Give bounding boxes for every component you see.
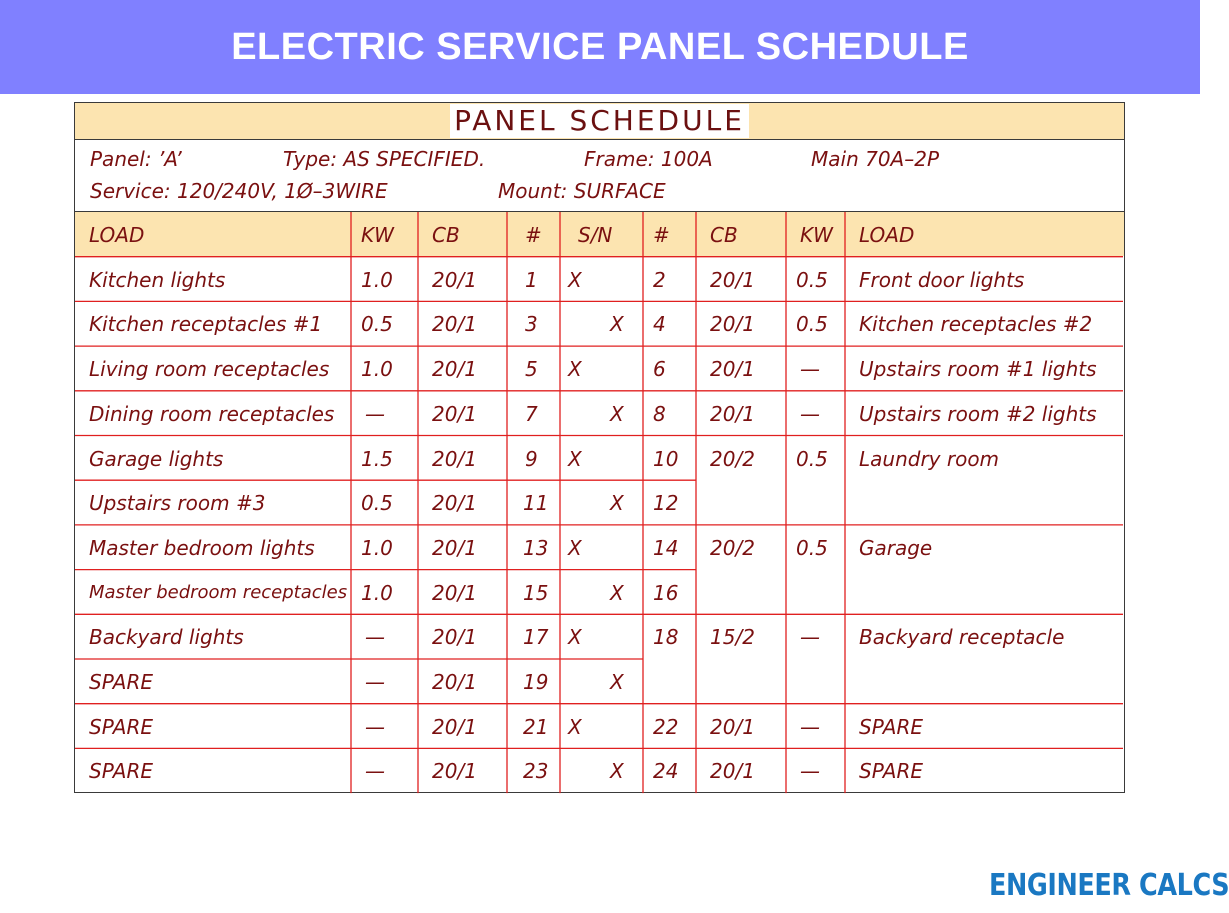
right-load-cell: SPARE [859, 714, 923, 739]
sn-marker: X [568, 357, 582, 382]
panel-schedule-sheet [74, 102, 1125, 793]
right-cb-cell: 20/1 [710, 759, 755, 784]
right-cb-cell: 20/1 [710, 714, 755, 739]
left-load-cell: Backyard lights [89, 625, 244, 650]
left-load-cell: Upstairs room #3 [89, 491, 266, 516]
right-load-cell: Laundry room [859, 446, 1000, 471]
left-load-cell: Master bedroom lights [89, 535, 315, 560]
left-kw-cell: — [365, 401, 385, 426]
schedule-title: PANEL SCHEDULE [450, 104, 749, 138]
right-circuit-number: 6 [653, 357, 666, 382]
sn-marker: X [568, 714, 582, 739]
left-cb-cell: 20/1 [432, 491, 477, 516]
left-circuit-number: 15 [523, 580, 549, 605]
right-circuit-number: 22 [653, 714, 679, 739]
left-circuit-number: 23 [523, 759, 549, 784]
right-circuit-number: 24 [653, 759, 679, 784]
right-kw-cell: 0.5 [796, 535, 828, 560]
panel-main: Main 70A–2P [811, 147, 940, 171]
sn-marker: X [568, 446, 582, 471]
column-header-6: CB [710, 223, 738, 247]
right-load-cell: Upstairs room #2 lights [859, 401, 1097, 426]
right-load-cell: Upstairs room #1 lights [859, 357, 1097, 382]
sn-marker: X [610, 670, 624, 694]
panel-id: Panel: ’A’ [90, 147, 182, 171]
left-cb-cell: 20/1 [432, 535, 477, 560]
left-cb-cell: 20/1 [432, 357, 477, 382]
column-header-8: LOAD [859, 223, 915, 247]
column-header-0: LOAD [89, 223, 145, 247]
left-circuit-number: 5 [525, 357, 538, 382]
right-kw-cell: — [800, 625, 820, 650]
left-load-cell: SPARE [89, 759, 153, 784]
schedule-grid-lines [75, 103, 1123, 791]
left-circuit-number: 17 [523, 625, 549, 650]
right-kw-cell: 0.5 [796, 267, 828, 292]
sn-marker: X [610, 759, 624, 784]
sn-marker: X [610, 312, 624, 337]
column-header-5: # [653, 223, 670, 247]
left-circuit-number: 21 [523, 714, 549, 739]
left-kw-cell: 0.5 [361, 491, 393, 516]
right-kw-cell: — [800, 714, 820, 739]
right-load-cell: SPARE [859, 759, 923, 784]
left-circuit-number: 7 [525, 401, 538, 426]
right-circuit-number: 10 [653, 446, 679, 471]
left-load-cell: SPARE [89, 670, 153, 694]
right-cb-cell: 20/2 [710, 535, 755, 560]
left-kw-cell: — [365, 714, 385, 739]
sn-marker: X [568, 625, 582, 650]
column-header-7: KW [800, 223, 833, 247]
panel-mount: Mount: SURFACE [498, 179, 666, 203]
sn-marker: X [610, 580, 624, 605]
right-circuit-number: 8 [653, 401, 666, 426]
left-circuit-number: 13 [523, 535, 549, 560]
left-load-cell: SPARE [89, 714, 153, 739]
left-circuit-number: 9 [525, 446, 538, 471]
panel-frame: Frame: 100A [584, 147, 713, 171]
left-load-cell: Garage lights [89, 446, 224, 471]
right-cb-cell: 20/1 [710, 267, 755, 292]
page-banner: ELECTRIC SERVICE PANEL SCHEDULE [0, 0, 1200, 94]
column-header-1: KW [361, 223, 394, 247]
left-kw-cell: 1.5 [361, 446, 393, 471]
right-circuit-number: 18 [653, 625, 679, 650]
left-load-cell: Kitchen lights [89, 267, 226, 292]
left-load-cell: Master bedroom receptacles [89, 581, 348, 603]
right-circuit-number: 12 [653, 491, 679, 516]
right-cb-cell: 20/1 [710, 401, 755, 426]
right-cb-cell: 15/2 [710, 625, 755, 650]
left-circuit-number: 1 [525, 267, 538, 292]
left-kw-cell: 1.0 [361, 580, 393, 605]
sn-marker: X [610, 401, 624, 426]
left-kw-cell: — [365, 759, 385, 784]
left-cb-cell: 20/1 [432, 312, 477, 337]
left-cb-cell: 20/1 [432, 670, 477, 694]
right-load-cell: Garage [859, 535, 933, 560]
left-kw-cell: — [365, 670, 385, 694]
right-load-cell: Front door lights [859, 267, 1025, 292]
column-header-3: # [525, 223, 542, 247]
engineer-calcs-logo: ENGINEER CALCS [989, 868, 1229, 903]
right-circuit-number: 16 [653, 580, 679, 605]
right-kw-cell: — [800, 357, 820, 382]
left-kw-cell: 1.0 [361, 267, 393, 292]
left-load-cell: Living room receptacles [89, 357, 330, 382]
column-header-2: CB [432, 223, 460, 247]
left-cb-cell: 20/1 [432, 625, 477, 650]
sn-marker: X [610, 491, 624, 516]
column-header-4: S/N [578, 223, 613, 247]
left-cb-cell: 20/1 [432, 580, 477, 605]
right-circuit-number: 14 [653, 535, 679, 560]
right-cb-cell: 20/2 [710, 446, 755, 471]
left-cb-cell: 20/1 [432, 446, 477, 471]
left-load-cell: Kitchen receptacles #1 [89, 312, 323, 337]
sn-marker: X [568, 267, 582, 292]
right-kw-cell: — [800, 759, 820, 784]
right-load-cell: Kitchen receptacles #2 [859, 312, 1093, 337]
left-load-cell: Dining room receptacles [89, 401, 335, 426]
left-cb-cell: 20/1 [432, 714, 477, 739]
panel-type: Type: AS SPECIFIED. [283, 147, 486, 171]
left-cb-cell: 20/1 [432, 401, 477, 426]
right-kw-cell: — [800, 401, 820, 426]
left-cb-cell: 20/1 [432, 267, 477, 292]
right-cb-cell: 20/1 [710, 312, 755, 337]
right-kw-cell: 0.5 [796, 446, 828, 471]
right-cb-cell: 20/1 [710, 357, 755, 382]
left-kw-cell: 1.0 [361, 535, 393, 560]
right-circuit-number: 4 [653, 312, 666, 337]
left-cb-cell: 20/1 [432, 759, 477, 784]
right-load-cell: Backyard receptacle [859, 625, 1065, 650]
left-circuit-number: 3 [525, 312, 538, 337]
right-circuit-number: 2 [653, 267, 666, 292]
left-kw-cell: 0.5 [361, 312, 393, 337]
panel-service: Service: 120/240V, 1Ø–3WIRE [90, 179, 388, 203]
right-kw-cell: 0.5 [796, 312, 828, 337]
left-circuit-number: 11 [523, 491, 549, 516]
left-circuit-number: 19 [523, 670, 549, 694]
sn-marker: X [568, 535, 582, 560]
left-kw-cell: — [365, 625, 385, 650]
left-kw-cell: 1.0 [361, 357, 393, 382]
